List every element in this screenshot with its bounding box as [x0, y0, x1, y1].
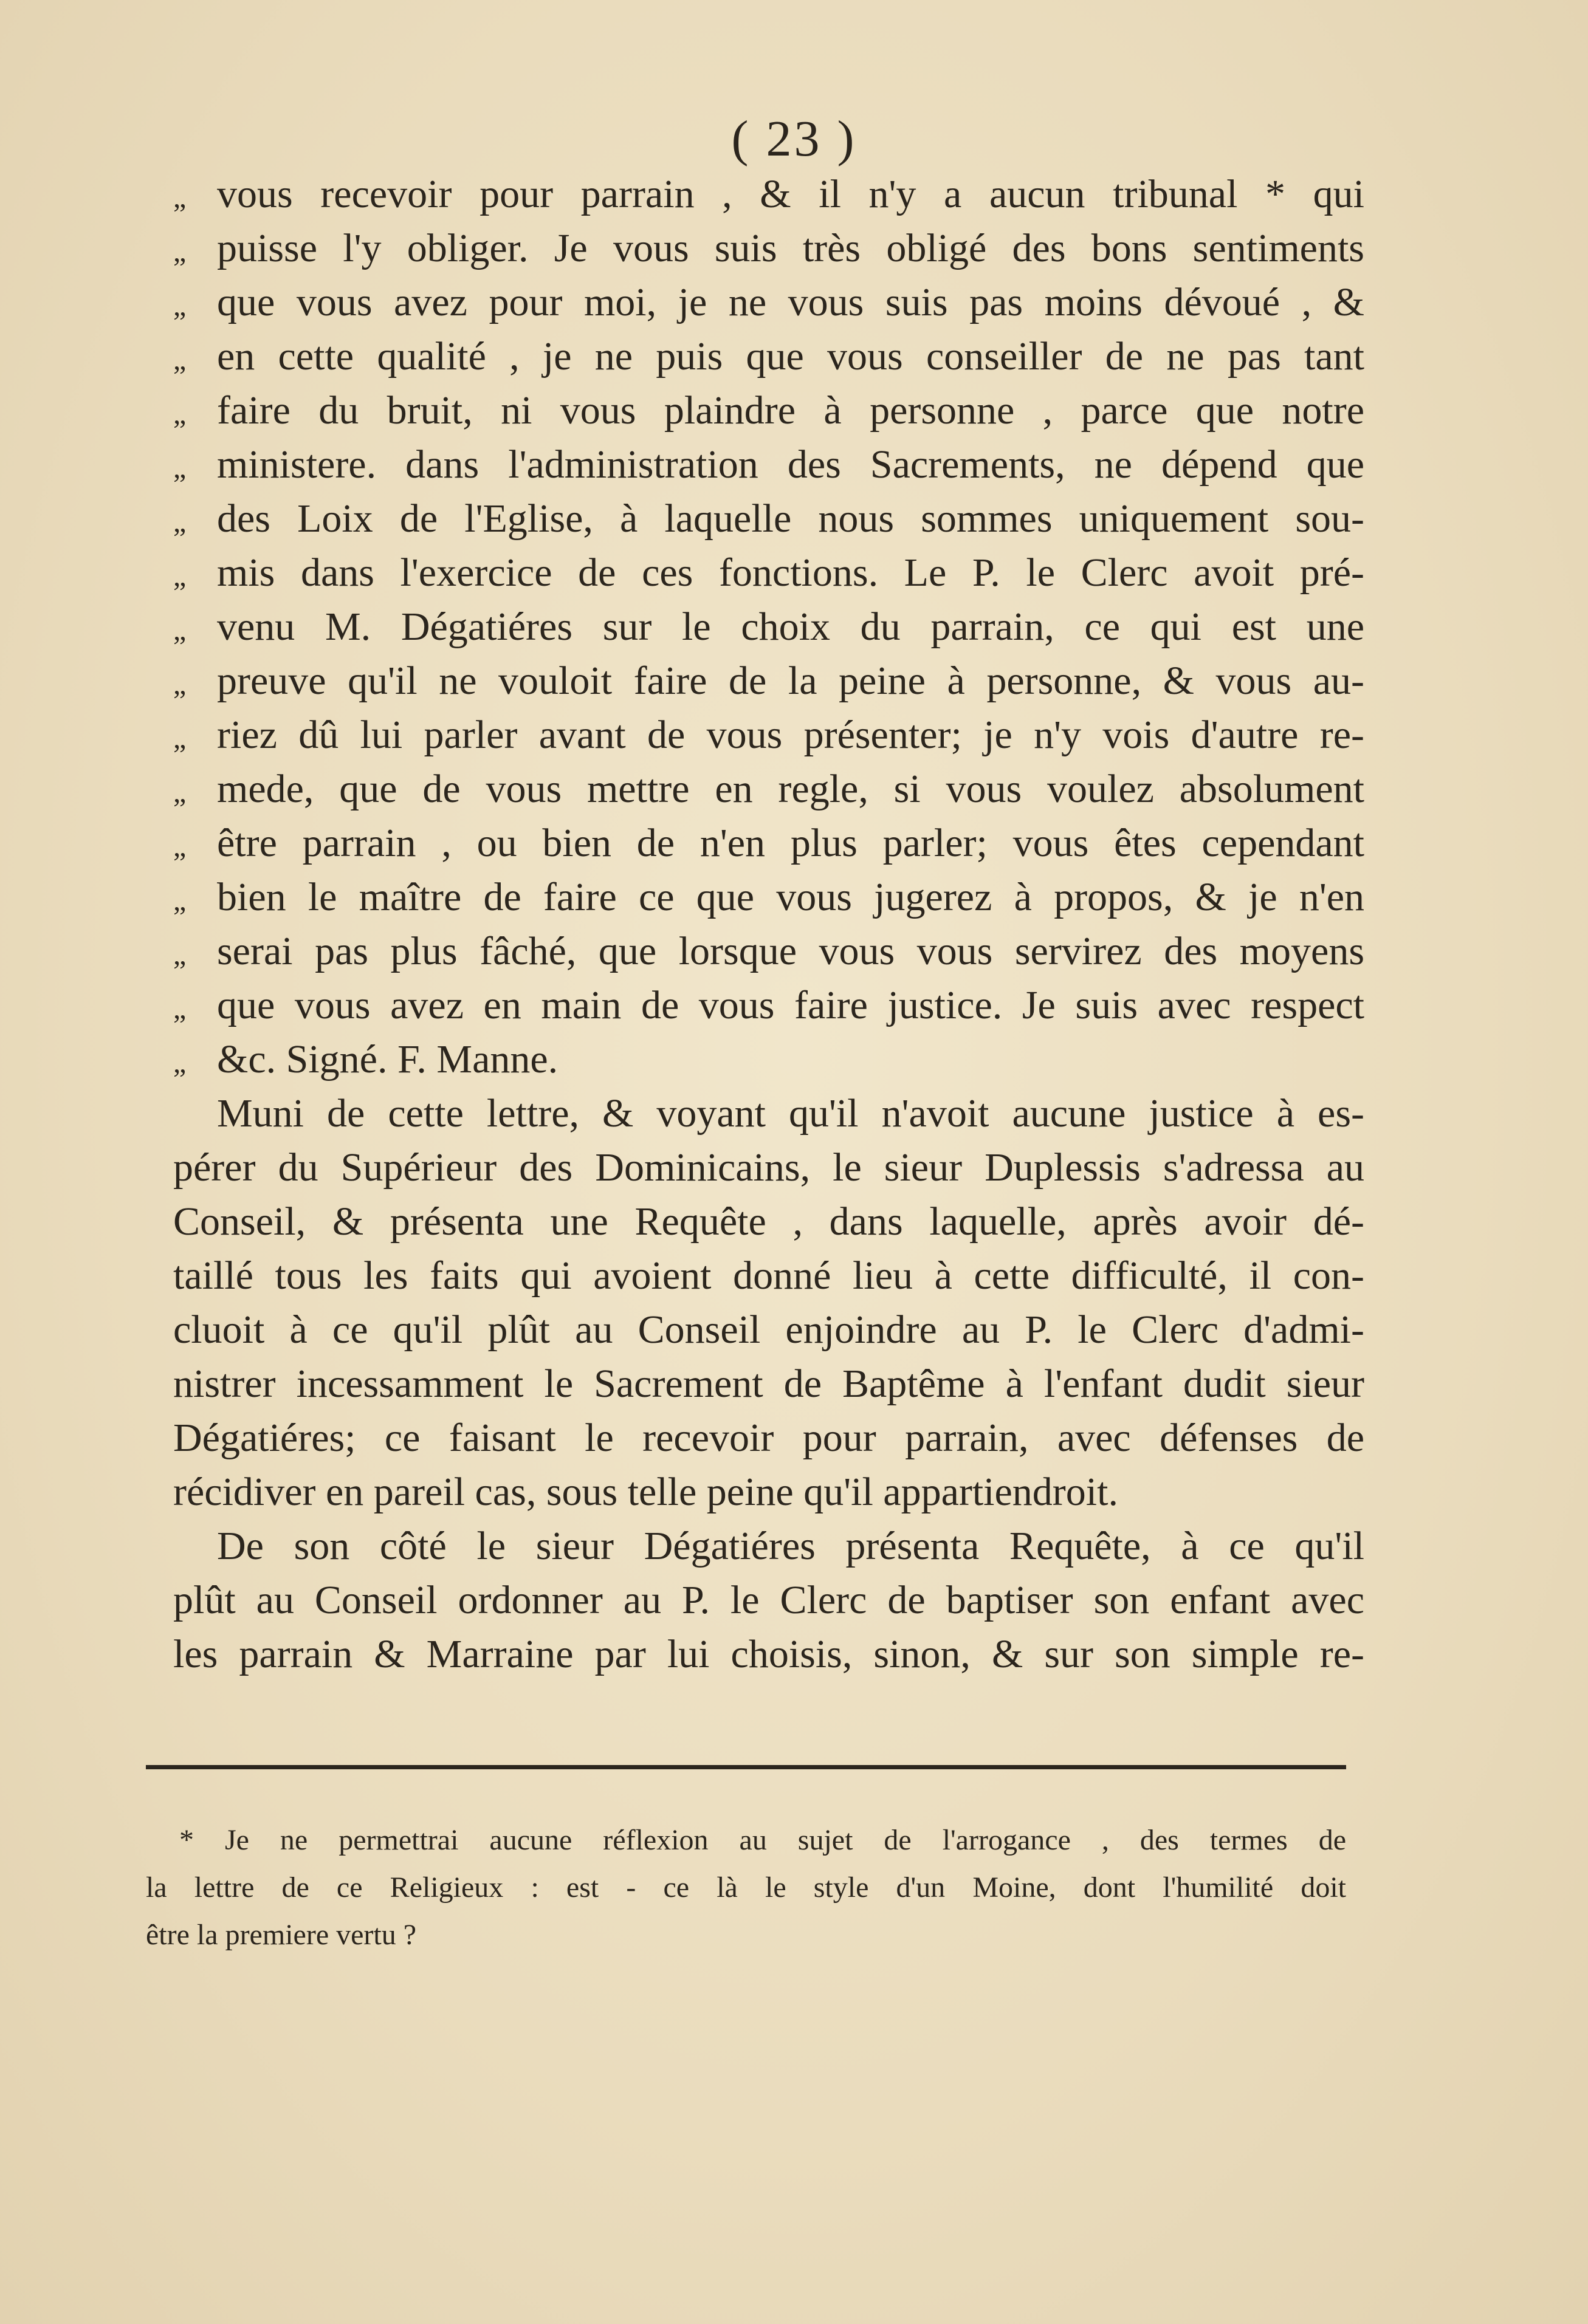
line-text: cluoit à ce qu'il plût au Conseil enjoindre au P. le Clerc d'admi-: [173, 1308, 1364, 1352]
paragraph-line: [173, 1573, 1364, 1627]
quote-mark: „: [173, 236, 187, 268]
quoted-line: [173, 924, 1364, 978]
line-text: taillé tous les faits qui avoient donné lieu à cette difficulté, il con-: [173, 1253, 1364, 1298]
line-text: puisse l'y obliger. Je vous suis très obligé des bons sentiments: [217, 226, 1364, 270]
footnote-rule: [146, 1765, 1346, 1769]
paragraph-1: [173, 1086, 1364, 1519]
line-text: De son côté le sieur Dégatiéres présenta Requête, à ce qu'il: [217, 1524, 1364, 1568]
line-text: des Loix de l'Eglise, à laquelle nous sommes uniquement sou-: [217, 496, 1364, 541]
line-text: bien le maître de faire ce que vous jugerez à propos, & je n'en: [217, 875, 1364, 919]
footnote: [146, 1817, 1346, 1959]
quoted-line: [173, 816, 1364, 870]
line-text: faire du bruit, ni vous plaindre à personne , parce que notre: [217, 388, 1364, 433]
quoted-line: [173, 870, 1364, 924]
paragraph-line: [173, 1086, 1364, 1140]
quote-mark: „: [173, 614, 187, 646]
quoted-line: [173, 762, 1364, 816]
line-text: Muni de cette lettre, & voyant qu'il n'avoit aucune justice à es-: [217, 1091, 1364, 1136]
paragraph-line: [173, 1519, 1364, 1573]
line-text: Dégatiéres; ce faisant le recevoir pour parrain, avec défenses de: [173, 1416, 1364, 1460]
quote-mark: „: [173, 344, 187, 376]
quoted-line: [173, 546, 1364, 600]
quoted-line: [173, 654, 1364, 708]
quoted-line: [173, 492, 1364, 546]
line-text: nistrer incessamment le Sacrement de Baptême à l'enfant dudit sieur: [173, 1362, 1364, 1406]
quote-mark: „: [173, 560, 187, 592]
quoted-line: [173, 1032, 1364, 1086]
line-text: mede, que de vous mettre en regle, si vous voulez absolument: [217, 767, 1364, 811]
line-text: en cette qualité , je ne puis que vous conseiller de ne pas tant: [217, 334, 1364, 379]
quote-mark: „: [173, 182, 187, 214]
quoted-line: [173, 383, 1364, 437]
line-text: que vous avez en main de vous faire justice. Je suis avec respect: [217, 983, 1364, 1027]
paragraph-line: [173, 1465, 1364, 1519]
line-text: venu M. Dégatiéres sur le choix du parrain, ce qui est une: [217, 605, 1364, 649]
paragraph-line: [173, 1249, 1364, 1303]
line-text: riez dû lui parler avant de vous présenter; je n'y vois d'autre re-: [217, 713, 1364, 757]
paragraph-line: [173, 1140, 1364, 1195]
line-text: pérer du Supérieur des Dominicains, le sieur Duplessis s'adressa au: [173, 1145, 1364, 1190]
quote-mark: „: [173, 290, 187, 322]
paragraph-line: [173, 1411, 1364, 1465]
quote-mark: „: [173, 452, 187, 484]
paragraph-line: [173, 1195, 1364, 1249]
quoted-line: [173, 167, 1364, 221]
quote-mark: „: [173, 939, 187, 971]
line-text: être parrain , ou bien de n'en plus parler; vous êtes cependant: [217, 821, 1364, 865]
line-text: récidiver en pareil cas, sous telle peine qu'il appartiendroit.: [173, 1470, 1118, 1514]
quote-mark: „: [173, 776, 187, 809]
quoted-line: [173, 221, 1364, 275]
footnote-line: la lettre de ce Religieux : est - ce là le style d'un Moine, dont l'humilité doit: [146, 1871, 1346, 1904]
body-text: [173, 167, 1364, 1681]
paragraph-2: [173, 1519, 1364, 1681]
quote-mark: „: [173, 831, 187, 863]
quoted-line: [173, 329, 1364, 383]
line-text: ministere. dans l'administration des Sacrements, ne dépend que: [217, 442, 1364, 487]
line-text: &c. Signé. F. Manne.: [217, 1037, 559, 1081]
quote-mark: „: [173, 885, 187, 917]
quote-mark: „: [173, 1047, 187, 1079]
quoted-line: [173, 600, 1364, 654]
paragraph-line: [173, 1357, 1364, 1411]
line-text: plût au Conseil ordonner au P. le Clerc de baptiser son enfant avec: [173, 1578, 1364, 1622]
quoted-line: [173, 437, 1364, 492]
quote-mark: „: [173, 993, 187, 1025]
line-text: que vous avez pour moi, je ne vous suis pas moins dévoué , &: [217, 280, 1364, 324]
footnote-line: * Je ne permettrai aucune réflexion au sujet de l'arrogance , des termes de: [179, 1824, 1346, 1856]
line-text: Conseil, & présenta une Requête , dans laquelle, après avoir dé-: [173, 1199, 1364, 1244]
line-text: preuve qu'il ne vouloit faire de la peine à personne, & vous au-: [217, 659, 1364, 703]
quote-mark: „: [173, 722, 187, 755]
quote-mark: „: [173, 668, 187, 701]
quote-mark: „: [173, 506, 187, 538]
line-text: vous recevoir pour parrain , & il n'y a aucun tribunal * qui: [217, 172, 1364, 216]
quoted-letter: [173, 167, 1364, 1086]
line-text: serai pas plus fâché, que lorsque vous vous servirez des moyens: [217, 929, 1364, 973]
quote-mark: „: [173, 398, 187, 430]
paragraph-line: [173, 1627, 1364, 1681]
page-number: ( 23 ): [731, 111, 857, 167]
footnote-line: être la premiere vertu ?: [146, 1919, 417, 1951]
line-text: les parrain & Marraine par lui choisis, sinon, & sur son simple re-: [173, 1632, 1364, 1676]
quoted-line: [173, 708, 1364, 762]
paragraph-line: [173, 1303, 1364, 1357]
quoted-line: [173, 275, 1364, 329]
line-text: mis dans l'exercice de ces fonctions. Le P. le Clerc avoit pré-: [217, 550, 1364, 595]
quoted-line: [173, 978, 1364, 1032]
